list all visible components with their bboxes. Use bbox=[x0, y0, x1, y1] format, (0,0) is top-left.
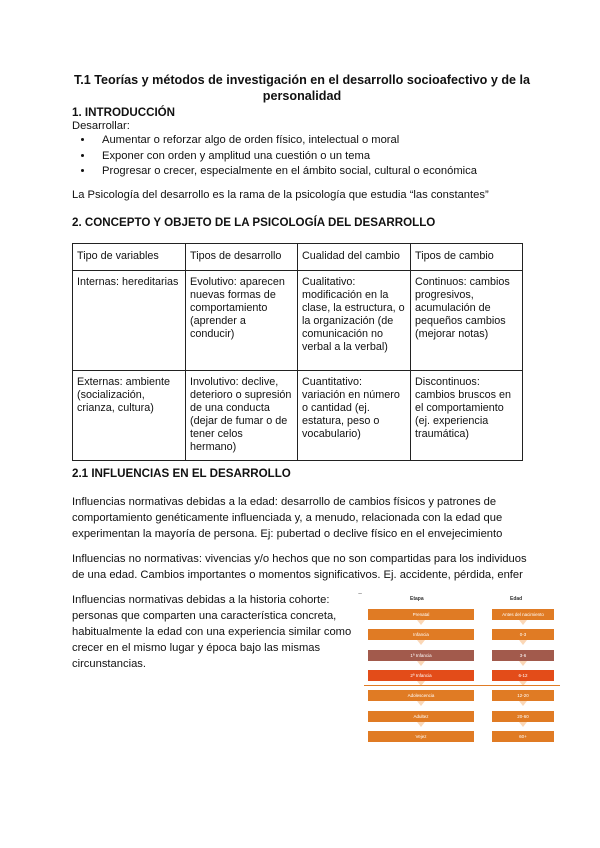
concept-table bbox=[72, 243, 523, 461]
stage-box-old-age: Vejez bbox=[368, 731, 474, 742]
document-title: T.1 Teorías y métodos de investigación en el desarrollo socioafectivo y de la personalidad bbox=[73, 73, 531, 103]
list-item: • Exponer con orden y amplitud una cuestión o un tema bbox=[94, 149, 477, 165]
list-item: • Aumentar o reforzar algo de orden físico, intelectual o moral bbox=[94, 133, 477, 149]
table-cell: Internas: hereditarias bbox=[73, 271, 186, 371]
down-arrow-icon bbox=[519, 620, 527, 625]
intro-bullet-list bbox=[72, 133, 477, 180]
table-row bbox=[73, 371, 523, 461]
table-row bbox=[73, 271, 523, 371]
table-header-cell: Tipos de desarrollo bbox=[186, 244, 298, 271]
life-stages-diagram bbox=[358, 591, 560, 741]
stage-box-prenatal: Prenatal bbox=[368, 609, 474, 620]
table-cell: Cualitativo: modificación en la clase, la estructura, o la organización (de comunicación no verbal a la verbal) bbox=[298, 271, 411, 371]
down-arrow-icon bbox=[519, 661, 527, 666]
section-heading-influences: 2.1 INFLUENCIAS EN EL DESARROLLO bbox=[72, 467, 291, 480]
list-item: • Progresar o crecer, especialmente en el ámbito social, cultural o económica bbox=[94, 164, 477, 180]
table-cell: Continuos: cambios progresivos, acumulación de pequeños cambios (mejorar notas) bbox=[411, 271, 523, 371]
age-box: 12-20 bbox=[492, 690, 554, 701]
table-header-cell: Cualidad del cambio bbox=[298, 244, 411, 271]
down-arrow-icon bbox=[519, 722, 527, 727]
definition-text: La Psicología del desarrollo es la rama de la psicología que estudia “las constantes” bbox=[72, 189, 489, 201]
age-column-header: Edad bbox=[510, 596, 523, 602]
stage-column-header: Etapa bbox=[410, 596, 424, 602]
stage-box-early-childhood: 1ª Infancia bbox=[368, 650, 474, 661]
down-arrow-icon bbox=[417, 701, 425, 706]
table-header-cell: Tipos de cambio bbox=[411, 244, 523, 271]
down-arrow-icon bbox=[417, 722, 425, 727]
diagram-mark: ~ bbox=[358, 591, 363, 598]
section-heading-concept: 2. CONCEPTO Y OBJETO DE LA PSICOLOGÍA DEL DESARROLLO bbox=[72, 216, 436, 229]
age-box: 0-3 bbox=[492, 629, 554, 640]
table-cell: Involutivo: declive, deterioro o supresión de una conducta (dejar de fumar o de tener celos hermano) bbox=[186, 371, 298, 461]
table-header-cell: Tipo de variables bbox=[73, 244, 186, 271]
age-box: 20-60 bbox=[492, 711, 554, 722]
divider-line bbox=[364, 685, 560, 686]
down-arrow-icon bbox=[417, 661, 425, 666]
table-header-row bbox=[73, 244, 523, 271]
age-box: 6-12 bbox=[492, 670, 554, 681]
table-cell: Cuantitativo: variación en número o cantidad (ej. estatura, peso o vocabulario) bbox=[298, 371, 411, 461]
table-cell: Discontinuos: cambios bruscos en el comportamiento (ej. experiencia traumática) bbox=[411, 371, 523, 461]
age-box: Antes del nacimiento bbox=[492, 609, 554, 620]
section-heading-introduction: 1. INTRODUCCIÓN bbox=[72, 106, 176, 119]
stage-box-adulthood: Adultez bbox=[368, 711, 474, 722]
down-arrow-icon bbox=[519, 701, 527, 706]
normative-history-paragraph: Influencias normativas debidas a la historia cohorte: personas que comparten una característica concreta, habitualmente la edad con una experiencia similar como crecer en el mismo lugar y época bajo las mismas circunstancias. bbox=[72, 594, 352, 670]
down-arrow-icon bbox=[417, 640, 425, 645]
down-arrow-icon bbox=[417, 620, 425, 625]
down-arrow-icon bbox=[519, 640, 527, 645]
non-normative-paragraph: Influencias no normativas: vivencias y/o hechos que no son compartidas para los individuos de una edad. Cambios importantes o momentos significativos. Ej. accidente, pérdida, enfer bbox=[72, 553, 527, 581]
age-box: 3-6 bbox=[492, 650, 554, 661]
stage-box-infancy: Infancia bbox=[368, 629, 474, 640]
normative-age-paragraph: Influencias normativas debidas a la edad: desarrollo de cambios físicos y patrones de comportamiento genéticamente influenciada y, a menudo, relacionada con la edad que experimentan la mayoría de persona. Ej: pubertad o declive físico en el envejecimiento bbox=[72, 496, 503, 540]
table-cell: Externas: ambiente (socialización, crianza, cultura) bbox=[73, 371, 186, 461]
intro-lead: Desarrollar: bbox=[72, 120, 130, 132]
table-cell: Evolutivo: aparecen nuevas formas de comportamiento (aprender a conducir) bbox=[186, 271, 298, 371]
stage-box-adolescence: Adolescencia bbox=[368, 690, 474, 701]
age-box: 60+ bbox=[492, 731, 554, 742]
stage-box-middle-childhood: 2ª Infancia bbox=[368, 670, 474, 681]
